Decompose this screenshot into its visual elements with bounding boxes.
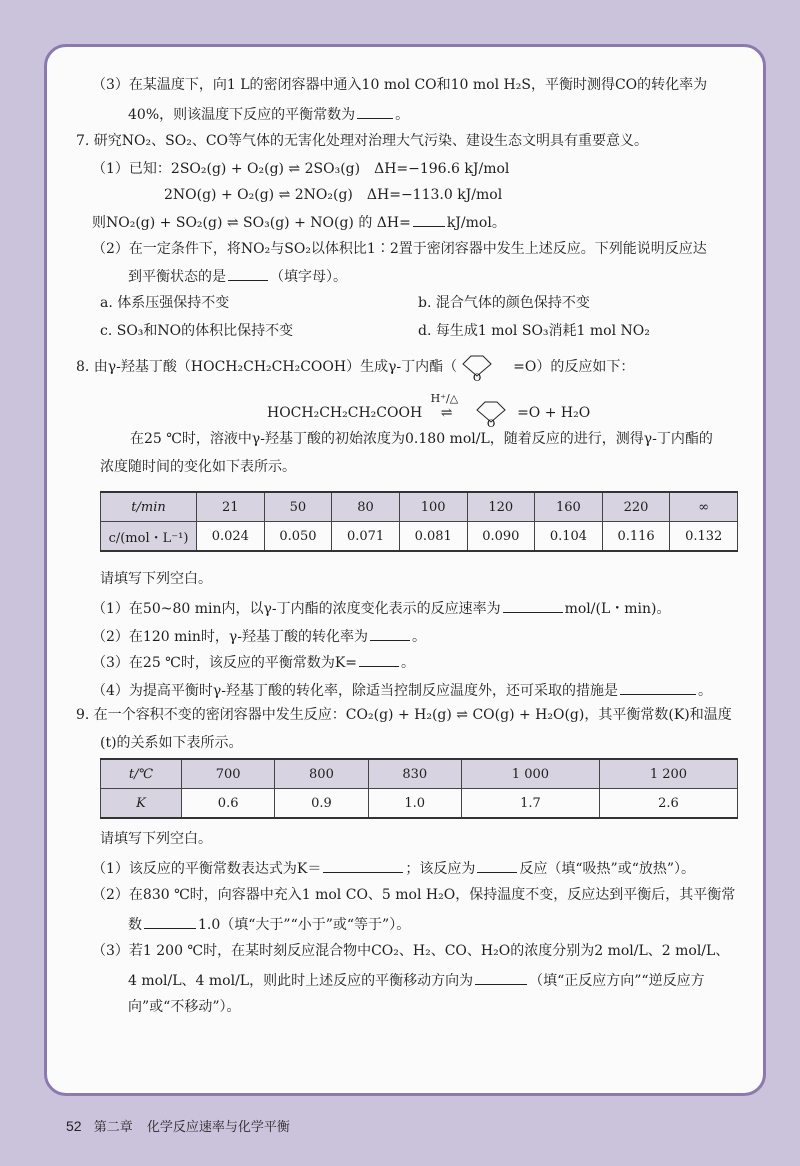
table-cell: 21 <box>197 492 265 522</box>
table-cell: 1 200 <box>599 759 737 789</box>
table-cell: 0.024 <box>197 522 265 552</box>
table-label: t/min <box>101 492 197 522</box>
q7-p2-line1: （2）在一定条件下，将NO₂与SO₂以体积比1∶2置于密闭容器中发生上述反应。下列能说明反应达 <box>92 241 707 257</box>
table-cell: 800 <box>275 759 368 789</box>
table-cell: 160 <box>535 492 603 522</box>
table-cell: 50 <box>264 492 332 522</box>
table-label: t/℃ <box>101 759 182 789</box>
q9-stem1: 9. 在一个容积不变的密闭容器中发生反应：CO₂(g) + H₂(g) ⇌ CO(g) + H₂O(g)，其平衡常数(K)和温度 <box>76 707 732 723</box>
answer-blank[interactable] <box>228 266 268 281</box>
table-cell: 120 <box>467 492 535 522</box>
table-row <box>101 492 738 522</box>
table-cell: 2.6 <box>599 789 737 819</box>
q7-option-a: a. 体系压强保持不变 <box>100 295 230 311</box>
q7-option-b: b. 混合气体的颜色保持不变 <box>418 295 590 311</box>
q9-sub3-line1: （3）若1 200 ℃时，在某时刻反应混合物中CO₂、H₂、CO、H₂O的浓度分别为2 mol/L、2 mol/L、 <box>92 943 730 959</box>
q7-option-c: c. SO₃和NO的体积比保持不变 <box>100 323 294 339</box>
table-cell: 0.104 <box>535 522 603 552</box>
table-cell: 700 <box>182 759 275 789</box>
table-cell: ∞ <box>670 492 738 522</box>
q8-stem: 8. 由γ-羟基丁酸（HOCH₂CH₂CH₂COOH）生成γ-丁内酯（ O =O）的反应如下： <box>76 352 634 382</box>
table-cell: 0.050 <box>264 522 332 552</box>
equilibrium-arrow: H⁺/△ ⇌ <box>430 392 459 421</box>
answer-blank[interactable] <box>357 104 393 119</box>
table-cell: 220 <box>602 492 670 522</box>
q7-option-d: d. 每生成1 mol SO₃消耗1 mol NO₂ <box>418 323 650 339</box>
lactone-structure-icon <box>457 352 513 382</box>
answer-blank[interactable] <box>620 680 696 695</box>
answer-blank[interactable] <box>359 652 399 667</box>
table-cell: 0.6 <box>182 789 275 819</box>
ring-oxygen-label: O <box>487 419 496 428</box>
q8-sub1: （1）在50~80 min内，以γ-丁内酯的浓度变化表示的反应速率为 mol/(L・min)。 <box>92 598 670 618</box>
q8-equation: HOCH₂CH₂CH₂COOH H⁺/△ ⇌ O =O + H₂O <box>267 392 591 428</box>
table-cell: 0.116 <box>602 522 670 552</box>
table-label: c/(mol・L⁻¹) <box>101 522 197 552</box>
ring-oxygen-label: O <box>473 373 482 382</box>
answer-blank[interactable] <box>370 626 410 641</box>
q9-sub1: （1）该反应的平衡常数表达式为K＝ ；该反应为 反应（填“吸热”或“放热”）。 <box>92 858 695 878</box>
q7-eq1: （1）已知：2SO₂(g) + O₂(g) ⇌ 2SO₃(g) ΔH=−196.6 kJ/mol <box>92 161 510 177</box>
q8-intro2: 浓度随时间的变化如下表所示。 <box>100 459 296 475</box>
q9-sub2-line2: 数 1.0（填“大于”“小于”或“等于”）。 <box>128 914 410 934</box>
table-row <box>101 789 738 819</box>
q8-intro1: 在25 ℃时，溶液中γ-羟基丁酸的初始浓度为0.180 mol/L，随着反应的进行，测得γ-丁内酯的 <box>130 431 713 447</box>
q9-data-table <box>100 758 738 819</box>
table-cell: 0.9 <box>275 789 368 819</box>
q7-stem: 7. 研究NO₂、SO₂、CO等气体的无害化处理对治理大气污染、建设生态文明具有重要意义。 <box>76 133 649 149</box>
table-cell: 1.0 <box>368 789 461 819</box>
table-cell: 80 <box>332 492 400 522</box>
table-cell: 100 <box>399 492 467 522</box>
q8-data-table <box>100 491 738 552</box>
q8-fill-prompt: 请填写下列空白。 <box>100 571 212 587</box>
q8-sub2: （2）在120 min时，γ-羟基丁酸的转化率为 。 <box>92 626 426 646</box>
chapter-title: 化学反应速率与化学平衡 <box>146 1120 290 1135</box>
q9-fill-prompt: 请填写下列空白。 <box>100 831 212 847</box>
chapter-label: 第二章 <box>93 1120 133 1135</box>
answer-blank[interactable] <box>413 212 445 227</box>
q9-stem2: (t)的关系如下表所示。 <box>100 735 243 751</box>
q9-sub3-line2: 4 mol/L、4 mol/L，则此时上述反应的平衡移动方向为 （填“正反应方向”“逆反应方 <box>128 970 705 990</box>
q7-ask: 则NO₂(g) + SO₂(g) ⇌ SO₃(g) + NO(g) 的 ΔH= kJ/mol。 <box>92 212 506 232</box>
q7-eq2: 2NO(g) + O₂(g) ⇌ 2NO₂(g) ΔH=−113.0 kJ/mol <box>164 187 503 203</box>
table-cell: 1 000 <box>461 759 599 789</box>
table-cell: 0.081 <box>399 522 467 552</box>
page-number: 52 <box>66 1118 82 1134</box>
answer-blank[interactable] <box>323 858 403 873</box>
q6-3-line1: （3）在某温度下，向1 L的密闭容器中通入10 mol CO和10 mol H₂S，平衡时测得CO的转化率为 <box>92 77 708 93</box>
q6-3-line2: 40%，则该温度下反应的平衡常数为 。 <box>128 104 409 124</box>
table-cell: 0.071 <box>332 522 400 552</box>
lactone-ring-icon <box>471 398 517 428</box>
q8-sub4: （4）为提高平衡时γ-羟基丁酸的转化率，除适当控制反应温度外，还可采取的措施是 。 <box>92 680 712 700</box>
table-cell: 1.7 <box>461 789 599 819</box>
table-cell: 0.132 <box>670 522 738 552</box>
q9-sub2-line1: （2）在830 ℃时，向容器中充入1 mol CO、5 mol H₂O，保持温度不变，反应达到平衡后，其平衡常 <box>92 887 736 903</box>
page-footer <box>66 1116 290 1135</box>
table-cell: 0.090 <box>467 522 535 552</box>
table-label: K <box>101 789 182 819</box>
table-row <box>101 759 738 789</box>
q9-sub3-line3: 向”或“不移动”）。 <box>128 999 241 1015</box>
answer-blank[interactable] <box>475 970 527 985</box>
answer-blank[interactable] <box>503 598 563 613</box>
q8-sub3: （3）在25 ℃时，该反应的平衡常数为K= 。 <box>92 652 415 672</box>
q7-p2-line2: 到平衡状态的是 （填字母）。 <box>128 266 347 286</box>
table-cell: 830 <box>368 759 461 789</box>
table-row <box>101 522 738 552</box>
answer-blank[interactable] <box>477 858 517 873</box>
answer-blank[interactable] <box>144 914 196 929</box>
